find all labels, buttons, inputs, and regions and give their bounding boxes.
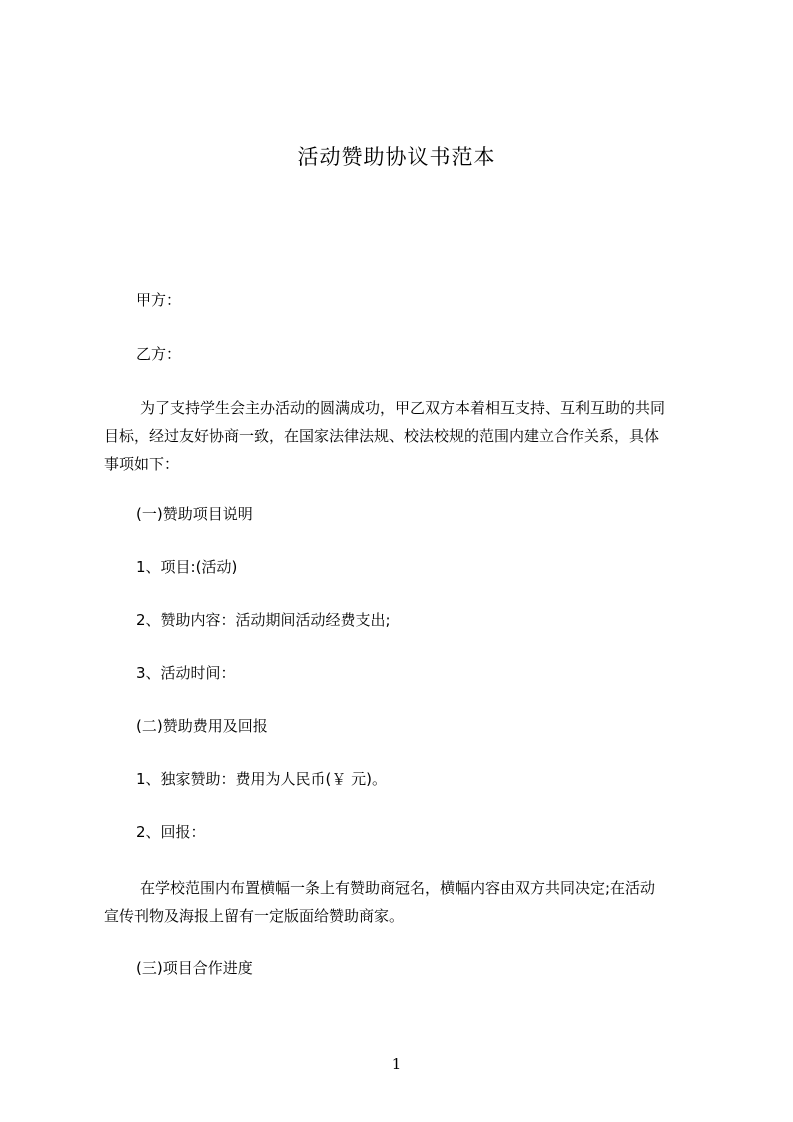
party-b-label: 乙方： [136, 345, 182, 363]
section-3-heading: (三)项目合作进度 [136, 959, 253, 977]
section-1-item: 2、赞助内容：活动期间活动经费支出; [136, 611, 391, 629]
intro-line: 目标，经过友好协商一致，在国家法律法规、校法校规的范围内建立合作关系，具体 [104, 427, 660, 445]
intro-line: 为了支持学生会主办活动的圆满成功，甲乙双方本着相互支持、互利互助的共同 [140, 399, 666, 417]
intro-paragraph [104, 394, 704, 478]
section-2-item: 2、回报： [136, 823, 206, 841]
section-1-item: 1、项目:(活动) [136, 558, 238, 576]
section-2-item: 1、独家赞助：费用为人民币(￥ 元)。 [136, 770, 388, 788]
reward-paragraph [104, 874, 704, 930]
document-title: 活动赞助协议书范本 [297, 145, 496, 169]
page-number: 1 [391, 1055, 402, 1073]
reward-line: 在学校范围内布置横幅一条上有赞助商冠名，横幅内容由双方共同决定;在活动 [140, 879, 656, 897]
section-1-heading: (一)赞助项目说明 [136, 505, 253, 523]
section-1-item: 3、活动时间： [136, 664, 236, 682]
section-2-heading: (二)赞助费用及回报 [136, 717, 268, 735]
party-a-label: 甲方： [136, 291, 182, 309]
intro-line: 事项如下： [104, 455, 180, 473]
reward-line: 宣传刊物及海报上留有一定版面给赞助商家。 [104, 907, 405, 925]
